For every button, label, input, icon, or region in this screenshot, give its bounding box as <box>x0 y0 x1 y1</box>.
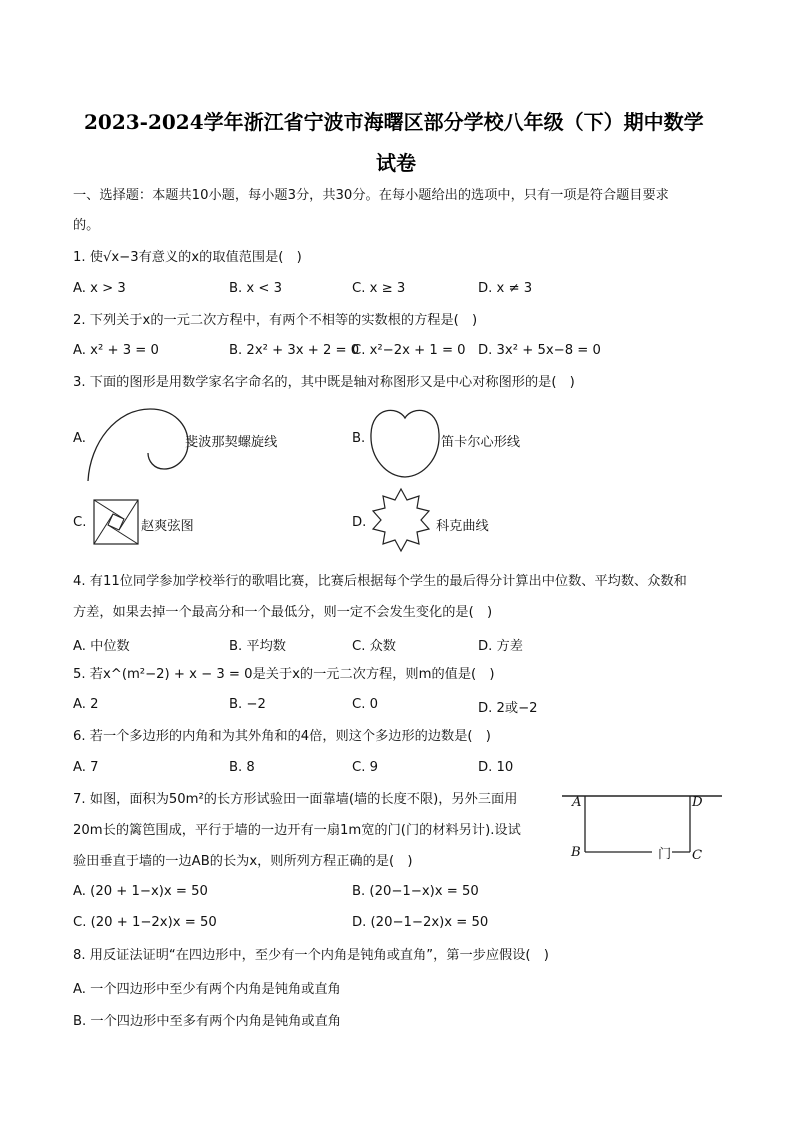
question-3-option-c-letter[interactable]: C. <box>73 515 87 530</box>
question-2-option-c[interactable]: C. x²−2x + 1 = 0 <box>352 343 466 358</box>
question-5-option-d[interactable]: D. 2或−2 <box>478 701 538 716</box>
question-3-stem: 3. 下面的图形是用数学家名字命名的，其中既是轴对称图形又是中心对称图形的是( ) <box>73 375 575 390</box>
figure-label-a: A <box>572 795 582 810</box>
question-7-stem-line3: 验田垂直于墙的一边AB的长为x，则所列方程正确的是( ) <box>73 854 413 869</box>
page-title-line1: 2023-2024学年浙江省宁波市海曙区部分学校八年级（下）期中数学 <box>84 110 704 134</box>
question-7-option-a[interactable]: A. (20 + 1−x)x = 50 <box>73 884 208 899</box>
koch-snowflake-figure <box>366 487 436 557</box>
question-7-option-c[interactable]: C. (20 + 1−2x)x = 50 <box>73 915 217 930</box>
question-6-stem: 6. 若一个多边形的内角和为其外角和的4倍，则这个多边形的边数是( ) <box>73 729 491 744</box>
question-7-stem-line2: 20m长的篱笆围成，平行于墙的一边开有一扇1m宽的门(门的材料另计).设试 <box>73 823 521 838</box>
question-6-option-b[interactable]: B. 8 <box>229 760 255 775</box>
question-4-option-c[interactable]: C. 众数 <box>352 639 396 654</box>
question-1-option-c[interactable]: C. x ≥ 3 <box>352 281 406 296</box>
figure-label-b: B <box>571 845 581 860</box>
page-title-line2: 试卷 <box>376 151 416 175</box>
figure-label-door: 门 <box>658 847 672 862</box>
question-5-option-b[interactable]: B. −2 <box>229 697 266 712</box>
question-4-option-b[interactable]: B. 平均数 <box>229 639 286 654</box>
question-7-option-b[interactable]: B. (20−1−x)x = 50 <box>352 884 479 899</box>
question-8-option-a[interactable]: A. 一个四边形中至少有两个内角是钝角或直角 <box>73 982 341 997</box>
question-2-option-b[interactable]: B. 2x² + 3x + 2 = 0 <box>229 343 360 358</box>
question-7-stem-line1: 7. 如图，面积为50m²的长方形试验田一面靠墙(墙的长度不限)，另外三面用 <box>73 792 518 807</box>
question-4-stem-line2: 方差，如果去掉一个最高分和一个最低分，则一定不会发生变化的是( ) <box>73 605 493 620</box>
question-1-stem: 1. 使√x−3有意义的x的取值范围是( ) <box>73 250 302 265</box>
question-3-option-b-letter[interactable]: B. <box>352 431 366 446</box>
question-3-option-d-letter[interactable]: D. <box>352 515 367 530</box>
question-6-option-c[interactable]: C. 9 <box>352 760 378 775</box>
question-4-stem-line1: 4. 有11位同学参加学校举行的歌唱比赛，比赛后根据每个学生的最后得分计算出中位数、平均数、众数和 <box>73 574 687 589</box>
question-6-option-a[interactable]: A. 7 <box>73 760 99 775</box>
question-3-option-b-label: 笛卡尔心形线 <box>441 435 521 450</box>
question-2-stem: 2. 下列关于x的一元二次方程中，有两个不相等的实数根的方程是( ) <box>73 313 478 328</box>
question-2-option-d[interactable]: D. 3x² + 5x−8 = 0 <box>478 343 601 358</box>
question-8-option-b[interactable]: B. 一个四边形中至多有两个内角是钝角或直角 <box>73 1014 341 1029</box>
question-4-option-d[interactable]: D. 方差 <box>478 639 523 654</box>
zhao-shuang-diagram-figure <box>93 499 139 545</box>
question-4-option-a[interactable]: A. 中位数 <box>73 639 130 654</box>
question-3-option-a-label: 斐波那契螺旋线 <box>185 435 278 450</box>
question-2-option-a[interactable]: A. x² + 3 = 0 <box>73 343 159 358</box>
question-1-option-a[interactable]: A. x > 3 <box>73 281 126 296</box>
question-5-option-a[interactable]: A. 2 <box>73 697 99 712</box>
figure-label-d: D <box>692 795 703 810</box>
question-3-option-a-letter[interactable]: A. <box>73 431 86 446</box>
fibonacci-spiral-figure <box>86 403 196 483</box>
question-3-option-c-label: 赵爽弦图 <box>141 519 194 534</box>
question-1-option-b[interactable]: B. x < 3 <box>229 281 283 296</box>
question-5-stem: 5. 若x^(m²−2) + x − 3 = 0是关于x的一元二次方程，则m的值是( ) <box>73 667 495 682</box>
question-8-stem: 8. 用反证法证明“在四边形中，至少有一个内角是钝角或直角”，第一步应假设( ) <box>73 948 549 963</box>
section-heading-line2: 的。 <box>73 218 100 233</box>
question-3-option-d-label: 科克曲线 <box>436 519 489 534</box>
question-7-option-d[interactable]: D. (20−1−2x)x = 50 <box>352 915 489 930</box>
question-1-option-d[interactable]: D. x ≠ 3 <box>478 281 533 296</box>
figure-label-c: C <box>692 848 703 863</box>
section-heading-line1: 一、选择题：本题共10小题，每小题3分，共30分。在每小题给出的选项中，只有一项是符合题目要求 <box>73 188 669 203</box>
question-5-option-c[interactable]: C. 0 <box>352 697 378 712</box>
cardioid-figure <box>368 404 442 480</box>
question-6-option-d[interactable]: D. 10 <box>478 760 514 775</box>
